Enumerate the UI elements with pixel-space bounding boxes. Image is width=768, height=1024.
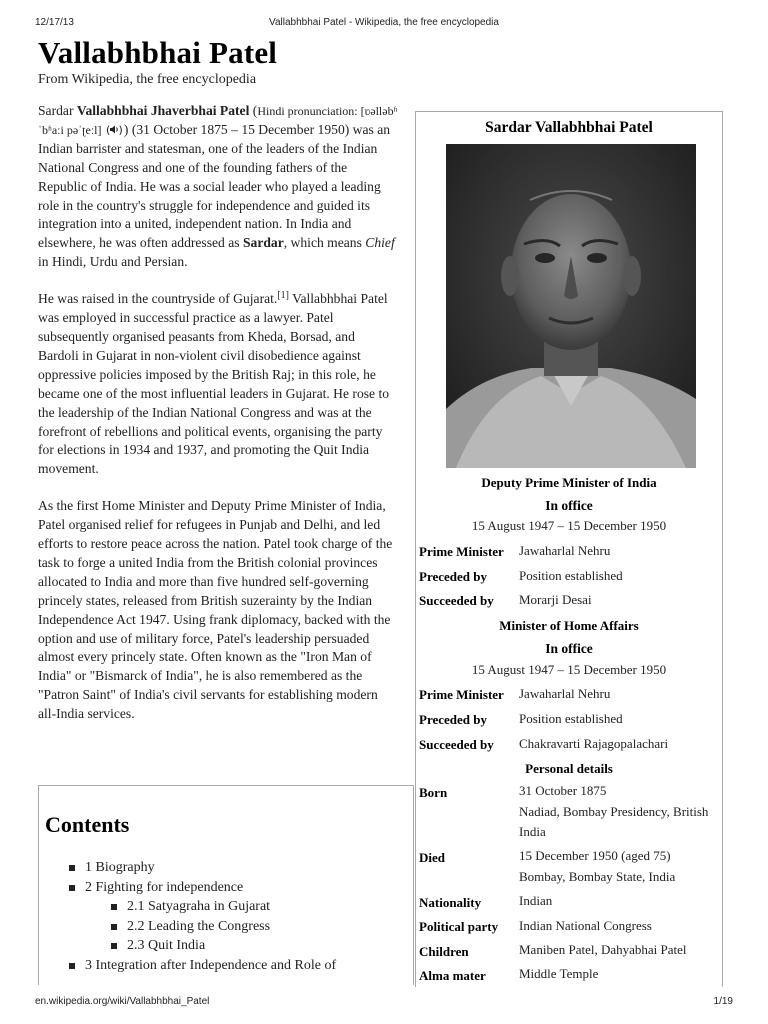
office1-term: 15 August 1947 – 15 December 1950 bbox=[471, 518, 667, 533]
office1-title: Deputy Prime Minister of India bbox=[481, 475, 657, 490]
print-doc-title: Vallabhbhai Patel - Wikipedia, the free encyclopedia bbox=[269, 17, 499, 28]
bullet-icon bbox=[69, 963, 75, 969]
alma-mater-label: Alma mater bbox=[419, 968, 486, 983]
infobox bbox=[415, 111, 723, 987]
born-label: Born bbox=[419, 785, 448, 800]
print-header bbox=[35, 17, 733, 31]
children-value[interactable]: Maniben Patel, Dahyabhai Patel bbox=[519, 942, 687, 957]
portrait-photo[interactable] bbox=[446, 144, 696, 468]
toc-title: Contents bbox=[45, 812, 130, 837]
infobox-caption: Sardar Vallabhbhai Patel bbox=[485, 119, 653, 136]
bullet-icon bbox=[111, 904, 117, 910]
toc-item[interactable]: 2 Fighting for independence bbox=[39, 878, 413, 898]
office2-preceded-value: Position established bbox=[519, 711, 623, 726]
bullet-icon bbox=[111, 924, 117, 930]
office1-succeeded-label: Succeeded by bbox=[419, 593, 494, 608]
subject-name: Vallabhbhai Jhaverbhai Patel bbox=[76, 103, 250, 118]
toc-list bbox=[39, 858, 413, 976]
print-date: 12/17/13 bbox=[35, 17, 74, 28]
intro-paragraph: Sardar Vallabhbhai Jhaverbhai Patel (Hindi pronunciation: [ʋəlləbʱ ˈbʱaːi pəˈʈeːl] ( ) ) (31 October 1875 – 15 December 1950) was an Indian barrister and statesman, one of the leaders of the Indian National Congress and one of the founding fathers of the Republic of India. He was a social leader who played a leading role in the country's struggle for independence and guided its integration into a united, independent nation. In India and elsewhere, he was often addressed as Sardar, which means Chief in Hindi, Urdu and Persian. bbox=[38, 103, 398, 270]
svg-text:(: ( bbox=[105, 123, 111, 135]
site-tagline: From Wikipedia, the free encyclopedia bbox=[38, 72, 257, 87]
children-label: Children bbox=[419, 944, 469, 959]
bullet-icon bbox=[69, 865, 75, 871]
toc-item[interactable]: 3 Integration after Independence and Role of bbox=[39, 956, 413, 976]
print-footer bbox=[35, 996, 733, 1010]
personal-details-title: Personal details bbox=[525, 761, 613, 776]
hindi-pronunciation-link[interactable]: Hindi pronunciation: [ʋəlləbʱ ˈbʱaːi pəˈʈeːl] bbox=[38, 104, 398, 137]
article-body bbox=[38, 102, 398, 742]
office1-succeeded-value[interactable]: Morarji Desai bbox=[519, 592, 592, 607]
office1-pm-label: Prime Minister bbox=[419, 544, 504, 559]
early-life-paragraph: He was raised in the countryside of Gujarat.[1] Vallabhbhai Patel was employed in successful practice as a lawyer. Patel subsequently organised peasants from Kheda, Borsad, and Bardoli in Gujarat in non-violent civil disobedience against oppressive policies imposed by the British Raj; in this role, he became one of the most influential leaders in Gujarat. He rose to the leadership of the Indian National Congress and was at the forefront of rebellions and political events, organising the party for elections in 1934 and 1937, and promoting the Quit India movement. bbox=[38, 290, 390, 477]
nationality-value: Indian bbox=[519, 893, 553, 908]
bullet-icon bbox=[69, 885, 75, 891]
office2-succeeded-label: Succeeded by bbox=[419, 737, 494, 752]
svg-text:): ) bbox=[118, 123, 123, 135]
died-label: Died bbox=[419, 850, 445, 865]
died-value: 15 December 1950 (aged 75) Bombay, Bombay State, India bbox=[519, 848, 676, 884]
office2-pm-value[interactable]: Jawaharlal Nehru bbox=[519, 686, 611, 701]
toc-item[interactable]: 1 Biography bbox=[39, 858, 413, 878]
speaker-icon[interactable] bbox=[106, 122, 123, 133]
born-value: 31 October 1875 Nadiad, Bombay Presidency, British India bbox=[519, 783, 709, 839]
sardar-term: Sardar bbox=[242, 235, 284, 251]
page-title: Vallabhbhai Patel bbox=[38, 35, 278, 70]
office1-in-office-label: In office bbox=[545, 498, 593, 513]
table-of-contents bbox=[38, 785, 414, 985]
office2-succeeded-value[interactable]: Chakravarti Rajagopalachari bbox=[519, 736, 669, 751]
office2-pm-label: Prime Minister bbox=[419, 687, 504, 702]
office2-preceded-label: Preceded by bbox=[419, 712, 487, 727]
nationality-label: Nationality bbox=[419, 895, 482, 910]
page-number: 1/19 bbox=[713, 996, 733, 1007]
office2-in-office-label: In office bbox=[545, 641, 593, 656]
office2-term: 15 August 1947 – 15 December 1950 bbox=[471, 662, 667, 677]
chief-term: Chief bbox=[365, 235, 395, 251]
political-party-value[interactable]: Indian National Congress bbox=[519, 918, 652, 933]
political-party-label: Political party bbox=[419, 919, 499, 934]
office1-preceded-label: Preceded by bbox=[419, 569, 487, 584]
career-paragraph: As the first Home Minister and Deputy Prime Minister of India, Patel organised relief for refugees in Punjab and Delhi, and led efforts to restore peace across the nation. Patel took charge of the task to forge a united India from the British colonial provinces allocated to India and more than five hundred self-governing princely states, released from British suzerainty by the Indian Independence Act 1947. Using frank diplomacy, backed with the option and use of military force, Patel's leadership persuaded almost every princely state. Often known as the "Iron Man of India" or "Bismarck of India", he is also remembered as the "Patron Saint" of India's civil servants for establishing modern all-India services. bbox=[38, 498, 393, 722]
office1-pm-value[interactable]: Jawaharlal Nehru bbox=[519, 543, 611, 558]
toc-subitem[interactable]: 2.3 Quit India bbox=[39, 936, 413, 956]
print-url: en.wikipedia.org/wiki/Vallabhbhai_Patel bbox=[35, 996, 210, 1007]
toc-subitem[interactable]: 2.1 Satyagraha in Gujarat bbox=[39, 897, 413, 917]
citation-link[interactable]: [1] bbox=[277, 290, 289, 302]
toc-subitem[interactable]: 2.2 Leading the Congress bbox=[39, 917, 413, 937]
alma-mater-value[interactable]: Middle Temple bbox=[519, 966, 599, 981]
bullet-icon bbox=[111, 943, 117, 949]
office2-title: Minister of Home Affairs bbox=[499, 618, 639, 633]
office1-preceded-value: Position established bbox=[519, 568, 623, 583]
